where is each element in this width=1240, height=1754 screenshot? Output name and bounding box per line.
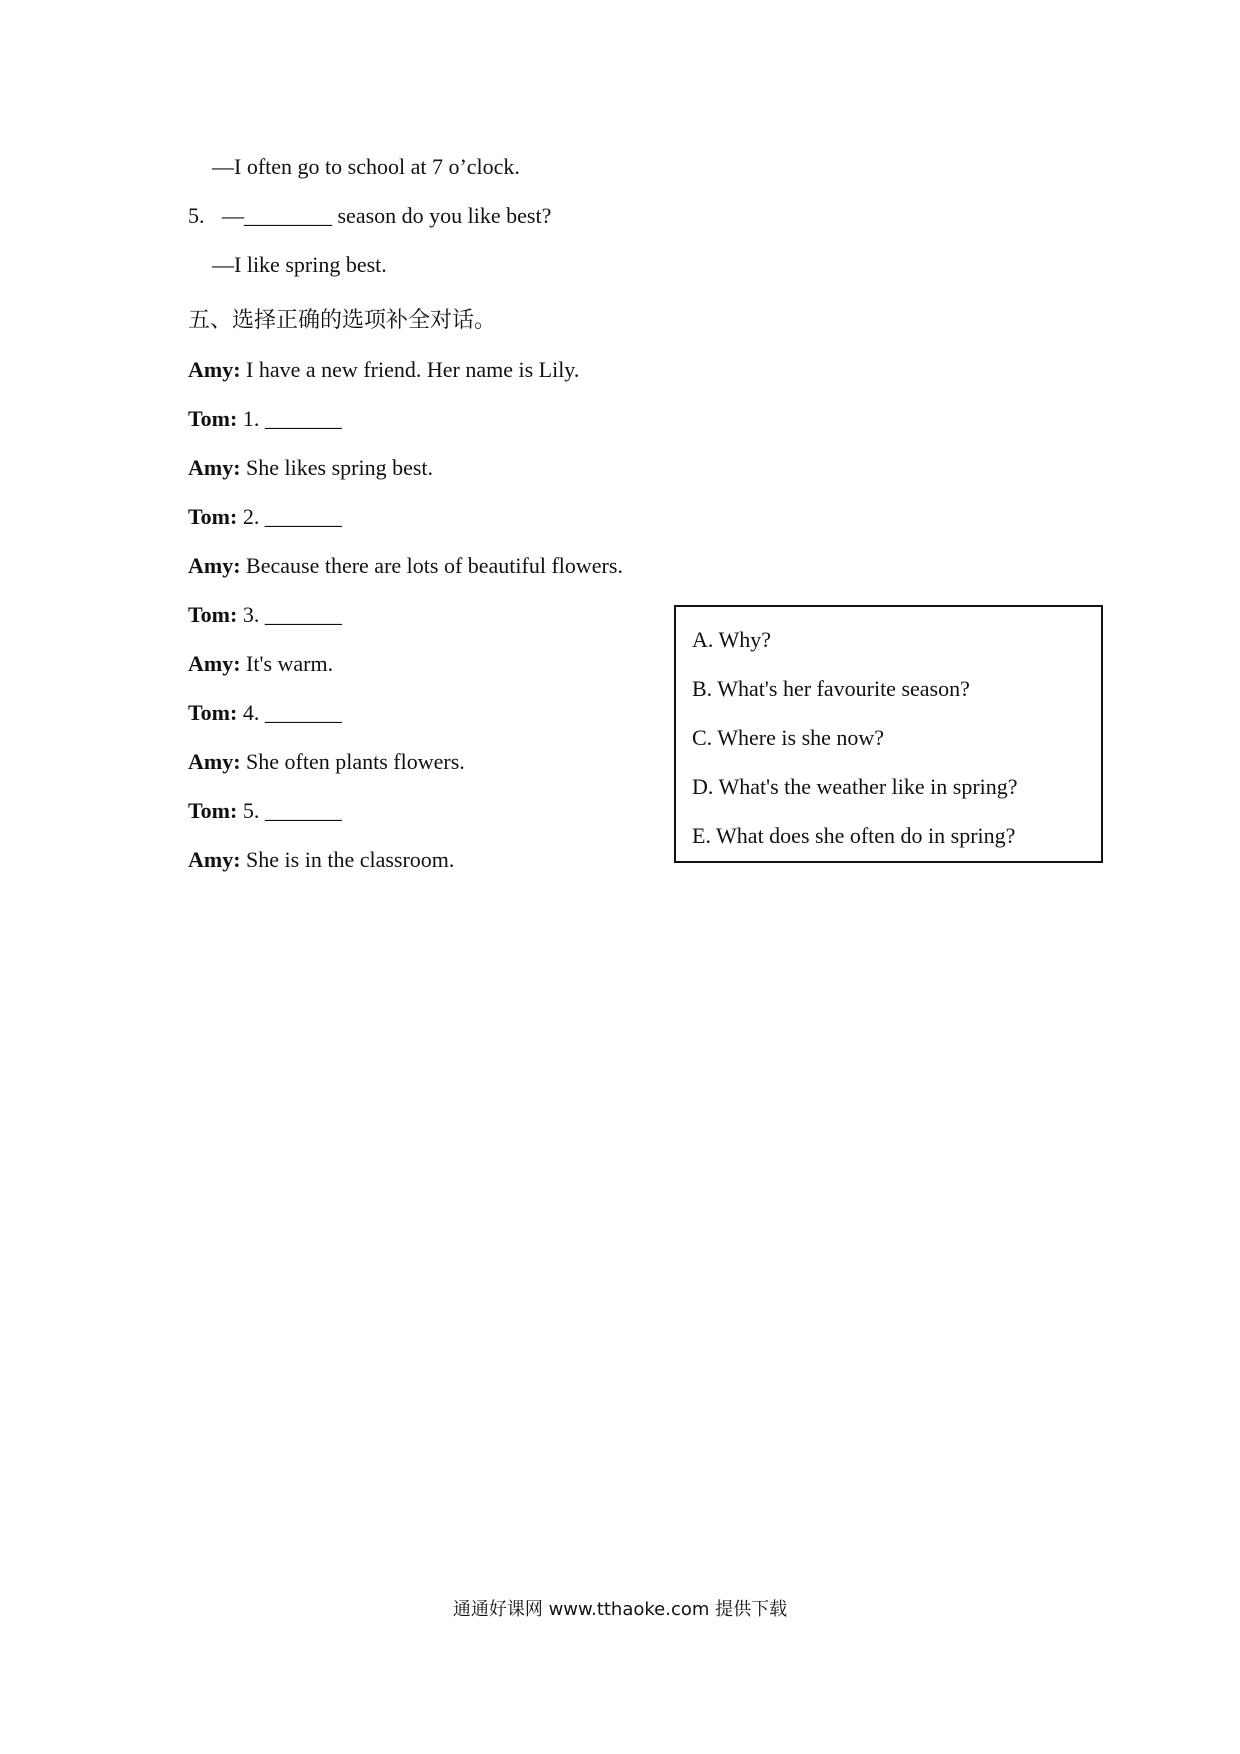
dialogue-text: She often plants flowers.: [240, 749, 465, 774]
option-a: A. Why?: [692, 627, 772, 652]
page-footer: 通通好课网 www.tthaoke.com 提供下载: [452, 1599, 788, 1620]
dialogue-text: I have a new friend. Her name is Lily.: [240, 357, 580, 382]
dialogue-line: [188, 845, 454, 875]
option-b: B. What's her favourite season?: [692, 676, 970, 701]
dialogue-text: 4. _______: [237, 700, 342, 725]
dialogue-speaker: Amy:: [188, 553, 241, 578]
dialogue-line: [188, 551, 623, 581]
dialogue-speaker: Tom:: [188, 504, 238, 529]
dialogue-speaker: Amy:: [188, 357, 241, 382]
dialogue-speaker: Amy:: [188, 455, 241, 480]
dialogue-text: Because there are lots of beautiful flowers.: [240, 553, 623, 578]
dialogue-text: 1. _______: [237, 406, 342, 431]
dialogue-speaker: Tom:: [188, 798, 238, 823]
dialogue-line: [188, 796, 342, 826]
option-c: C. Where is she now?: [692, 725, 885, 750]
dialogue-text: 5. _______: [237, 798, 342, 823]
question-5-number: 5.: [188, 203, 205, 228]
question-5: [188, 201, 551, 231]
dialogue-text: She is in the classroom.: [240, 847, 455, 872]
previous-answer-line: —I often go to school at 7 o’clock.: [212, 154, 520, 179]
dialogue-line: [188, 698, 342, 728]
question-5-text: —________ season do you like best?: [222, 203, 552, 228]
dialogue-line: [188, 453, 433, 483]
dialogue-speaker: Amy:: [188, 749, 241, 774]
dialogue-line: [188, 747, 465, 777]
dialogue-line: [188, 404, 342, 434]
options-box: [674, 605, 1103, 863]
dialogue-line: [188, 649, 333, 679]
dialogue-text: It's warm.: [240, 651, 334, 676]
dialogue-text: 2. _______: [237, 504, 342, 529]
dialogue-line: [188, 502, 342, 532]
dialogue-line: [188, 355, 579, 385]
dialogue-speaker: Tom:: [188, 406, 238, 431]
dialogue-speaker: Tom:: [188, 602, 238, 627]
dialogue-speaker: Tom:: [188, 700, 238, 725]
question-5-answer: —I like spring best.: [212, 252, 387, 277]
option-d: D. What's the weather like in spring?: [692, 774, 1018, 799]
option-e: E. What does she often do in spring?: [692, 823, 1016, 848]
dialogue-speaker: Amy:: [188, 847, 241, 872]
dialogue-text: She likes spring best.: [240, 455, 434, 480]
dialogue-text: 3. _______: [237, 602, 342, 627]
section-title: 五、选择正确的选项补全对话。: [188, 308, 497, 333]
dialogue-speaker: Amy:: [188, 651, 241, 676]
dialogue-line: [188, 600, 342, 630]
